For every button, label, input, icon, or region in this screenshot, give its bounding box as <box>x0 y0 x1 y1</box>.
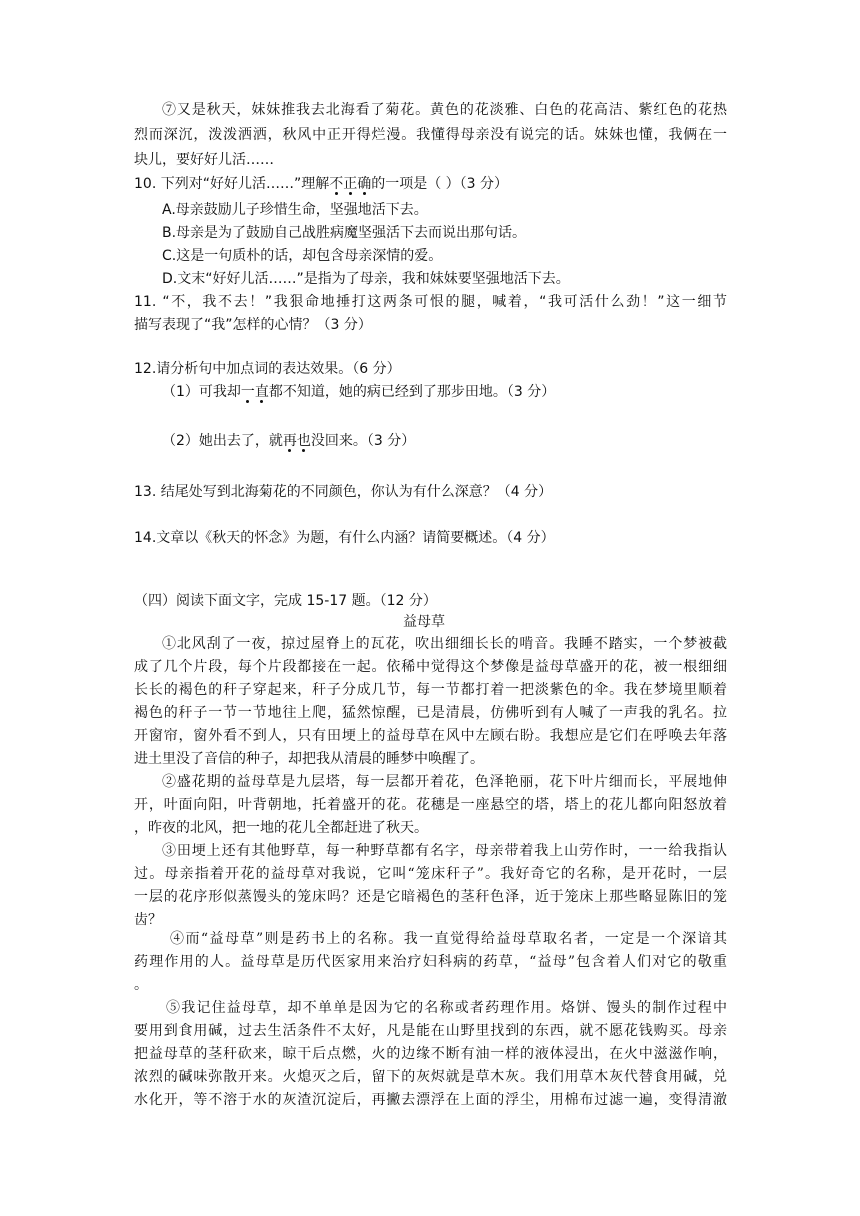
question-10-option-a: A.母亲鼓励儿子珍惜生命，坚强地活下去。 <box>162 202 428 218</box>
paragraph-7-line-2: 烈而深沉，泼泼洒洒，秋风中正开得烂漫。我懂得母亲没有说完的话。妹妹也懂，我俩在一 <box>134 127 727 143</box>
paragraph-5-line-5: 水化开，等不溶于水的灰渣沉淀后，再撇去漂浮在上面的浮尘，用棉布过滤一遍，变得清澈 <box>134 1092 727 1108</box>
paragraph-3-line-3: 一层的花序形似蒸馒头的笼床吗？还是它暗褐色的茎秆色泽，近于笼床上那些略显陈旧的笼 <box>134 889 727 905</box>
paragraph-3-line-1: ③田埂上还有其他野草，每一种野草都有名字，母亲带着我上山劳作时，一一给我指认 <box>162 843 727 859</box>
question-10-stem-pre: 10. 下列对“好好儿活……”理解 <box>134 176 330 192</box>
question-12-sub-2-post: 没回来。（3 分） <box>310 433 416 449</box>
paragraph-4-line-3: 。 <box>134 977 148 993</box>
question-12-sub-2 <box>162 430 415 452</box>
paragraph-5-line-4: 浓烈的碱味弥散开来。火熄灭之后，留下的灰烬就是草木灰。我们用草木灰代替食用碱，兑 <box>134 1069 727 1085</box>
paragraph-2-line-3: ，昨夜的北风，把一地的花儿全都赶进了秋天。 <box>134 820 428 836</box>
paragraph-3-line-4: 齿？ <box>134 912 162 928</box>
emphasis-dot-char: 不 <box>329 176 344 192</box>
paragraph-1-line-6: 进土里没了音信的种子，却把我从清晨的睡梦中唤醒了。 <box>134 751 484 767</box>
paragraph-5-line-2: 要用到食用碱，过去生活条件不太好，凡是能在山野里找到的东西，就不愿花钱购买。母亲 <box>134 1023 727 1039</box>
question-14: 14.文章以《秋天的怀念》为题，有什么内涵？请简要概述。（4 分） <box>134 530 555 546</box>
emphasis-dot-char: 再 <box>282 433 297 449</box>
paragraph-2-line-2: 开，叶面向阳，叶背朝地，托着盛开的花。花穗是一座悬空的塔，塔上的花儿都向阳怒放着 <box>134 797 727 813</box>
section-4-heading: （四）阅读下面文字，完成 15-17 题。（12 分） <box>134 593 437 609</box>
paragraph-3-line-2: 过。母亲指着开花的益母草对我说，它叫“笼床秆子”。我好奇它的名称，是开花时，一层 <box>134 866 727 882</box>
paragraph-4-line-1: ④而“益母草”则是药书上的名称。我一直觉得给益母草取名者，一定是一个深谙其 <box>170 931 727 947</box>
question-13: 13. 结尾处写到北海菊花的不同颜色，你认为有什么深意？（4 分） <box>134 484 553 500</box>
question-12-sub-1-pre: （1）可我却 <box>162 384 241 400</box>
question-10-option-c: C.这是一句质朴的话，却包含母亲深情的爱。 <box>162 248 443 264</box>
paragraph-7-line-1: ⑦又是秋天，妹妹推我去北海看了菊花。黄色的花淡雅、白色的花高洁、紫红色的花热 <box>162 102 727 118</box>
question-10-stem <box>134 173 508 195</box>
paragraph-5-line-1: ⑤我记住益母草，却不单单是因为它的名称或者药理作用。烙饼、馒头的制作过程中 <box>166 1000 727 1016</box>
paragraph-2-line-1: ②盛花期的益母草是九层塔，每一层都开着花，色泽艳丽，花下叶片细而长，平展地伸 <box>162 774 727 790</box>
paragraph-5-line-3: 把益母草的茎秆砍来，晾干后点燃，火的边缘不断有油一样的液体浸出，在火中滋滋作响， <box>134 1046 727 1062</box>
question-12-stem: 12.请分析句中加点词的表达效果。（6 分） <box>134 361 401 377</box>
question-11-line-2: 描写表现了“我”怎样的心情？（3 分） <box>134 317 372 333</box>
emphasis-dot-char: 也 <box>296 433 311 449</box>
emphasis-dot-char: 确 <box>357 176 372 192</box>
emphasis-dot-char: 一 <box>240 384 255 400</box>
question-12-sub-2-pre: （2）她出去了，就 <box>162 433 283 449</box>
article-title: 益母草 <box>403 614 445 630</box>
paragraph-7-line-3: 块儿，要好好儿活…… <box>134 152 274 168</box>
paragraph-1-line-1: ①北风刮了一夜，掠过屋脊上的瓦花，吹出细细长长的啃音。我睡不踏实，一个梦被截 <box>162 636 727 652</box>
paragraph-4-line-2: 药理作用的人。益母草是历代医家用来治疗妇科病的药草，“益母”包含着人们对它的敬重 <box>134 954 727 970</box>
question-11-line-1: 11. “不，我不去！”我狠命地捶打这两条可恨的腿，喊着，“我可活什么劲！”这一细节 <box>134 294 727 310</box>
question-12-sub-1-post: 都不知道，她的病已经到了那步田地。（3 分） <box>268 384 556 400</box>
paragraph-1-line-4: 褐色的秆子一节一节地往上爬，猛然惊醒，已是清晨，仿佛听到有人喊了一声我的乳名。拉 <box>134 705 727 721</box>
question-10-stem-post: 的一项是（ ）（3 分） <box>371 176 509 192</box>
emphasis-dot-char: 正 <box>343 176 358 192</box>
paragraph-1-line-5: 开窗帘，窗外看不到人，只有田埂上的益母草在风中左顾右盼。我想应是它们在呼唤去年落 <box>134 728 727 744</box>
question-10-option-d: D.文末“好好儿活……”是指为了母亲，我和妹妹要坚强地活下去。 <box>162 271 570 287</box>
paragraph-1-line-2: 成了几个片段，每个片段都接在一起。依稀中觉得这个梦像是益母草盛开的花，被一根细细 <box>134 659 727 675</box>
question-12-sub-1 <box>162 381 555 403</box>
paragraph-1-line-3: 长长的褐色的秆子穿起来，秆子分成几节，每一节都打着一把淡紫色的伞。我在梦境里顺着 <box>134 682 727 698</box>
question-10-option-b: B.母亲是为了鼓励自己战胜病魔坚强活下去而说出那句话。 <box>162 225 527 241</box>
emphasis-dot-char: 直 <box>254 384 269 400</box>
